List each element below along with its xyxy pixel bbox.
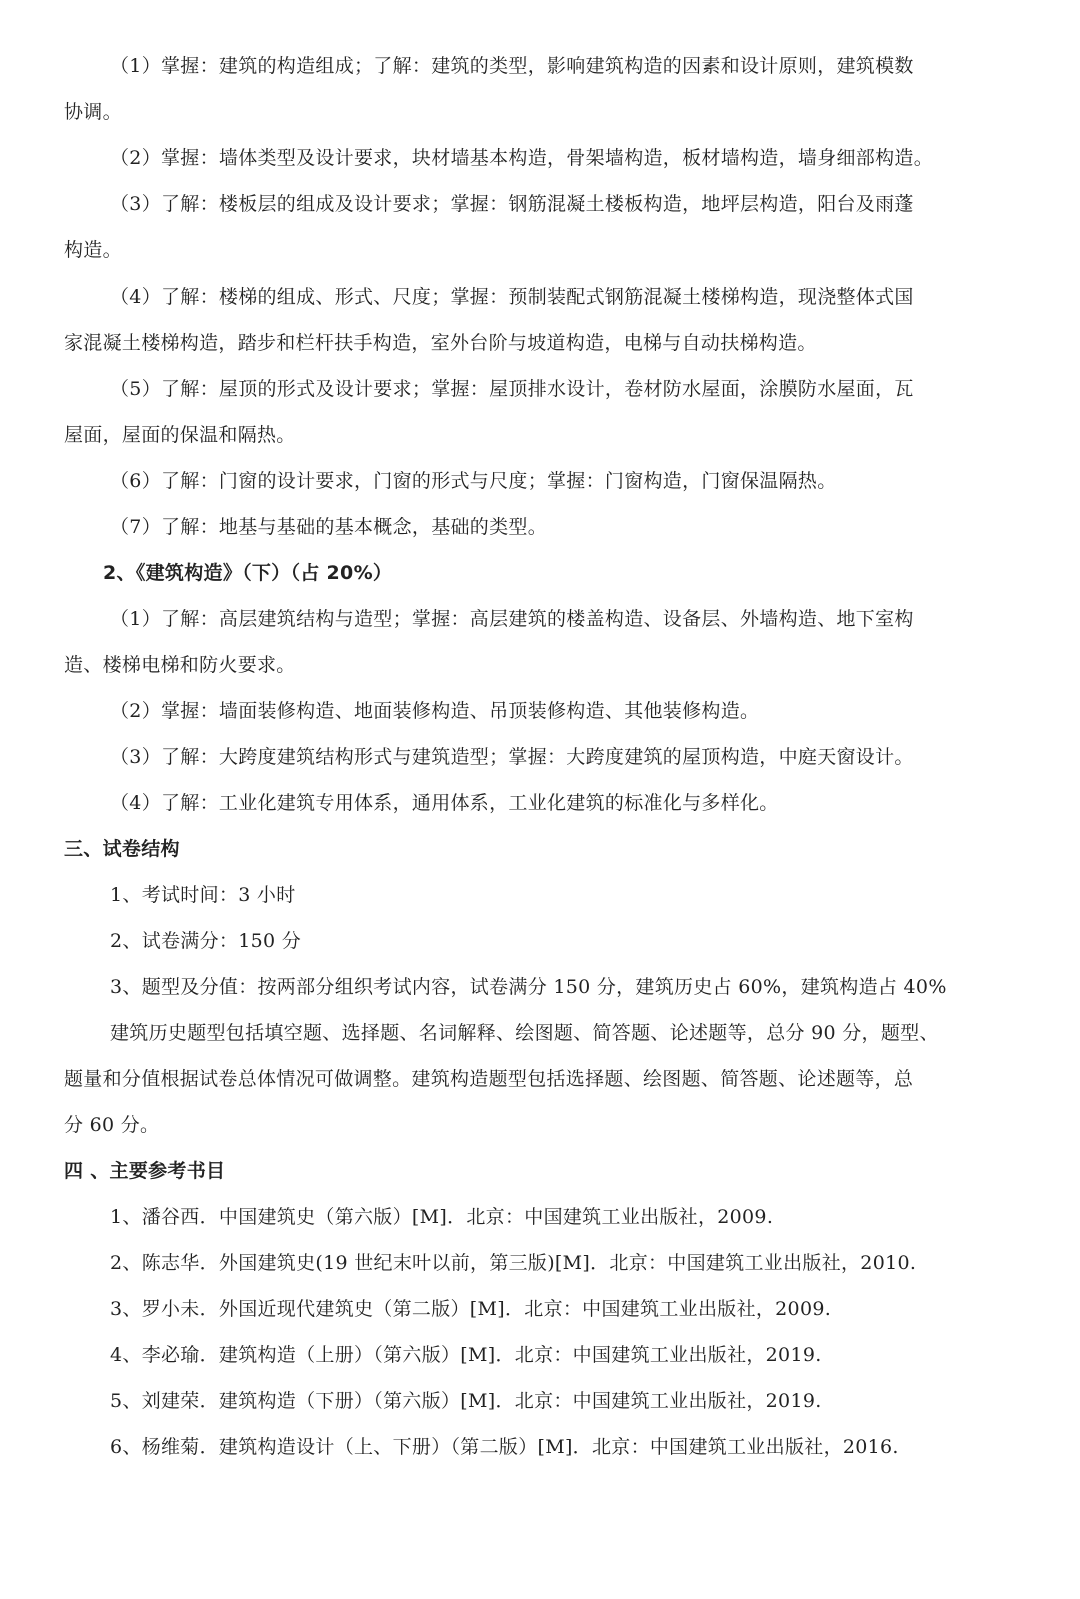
exam-structure-heading: 三、试卷结构 [64,838,180,860]
exam-structure-detail-line-1: 建筑历史题型包括填空题、选择题、名词解释、绘图题、简答题、论述题等，总分 90 分，题型、 [110,1022,939,1044]
references-heading: 四 、主要参考书目 [64,1160,226,1182]
construction-lower-item-3-line1: （3）了解：大跨度建筑结构形式与建筑造型；掌握：大跨度建筑的屋顶构造，中庭天窗设计。 [110,746,914,768]
construction-upper-item-5-line1: （5）了解：屋顶的形式及设计要求；掌握：屋顶排水设计，卷材防水屋面，涂膜防水屋面，瓦 [110,378,914,400]
exam-structure-item-3: 3、题型及分值：按两部分组织考试内容，试卷满分 150 分，建筑历史占 60%，建筑构造占 40% [110,976,947,998]
construction-upper-item-2-line1: （2）掌握：墙体类型及设计要求，块材墙基本构造，骨架墙构造，板材墙构造，墙身细部构造。 [110,147,933,169]
exam-structure-detail-line-3: 分 60 分。 [64,1114,160,1136]
construction-upper-item-3-line1: （3）了解：楼板层的组成及设计要求；掌握：钢筋混凝土楼板构造，地坪层构造，阳台及雨蓬 [110,193,914,215]
construction-upper-item-1-line2: 协调。 [64,101,122,123]
construction-upper-item-4-line1: （4）了解：楼梯的组成、形式、尺度；掌握：预制装配式钢筋混凝土楼梯构造，现浇整体式国 [110,286,914,308]
exam-structure-detail-line-2: 题量和分值根据试卷总体情况可做调整。建筑构造题型包括选择题、绘图题、简答题、论述题等，总 [64,1068,914,1090]
reference-item-4: 4、李必瑜．建筑构造（上册）（第六版）[M]．北京：中国建筑工业出版社，2019. [110,1344,822,1366]
reference-item-2: 2、陈志华．外国建筑史(19 世纪末叶以前，第三版)[M]．北京：中国建筑工业出版社，2010. [110,1252,917,1274]
reference-item-1: 1、潘谷西．中国建筑史（第六版）[M]．北京：中国建筑工业出版社，2009. [110,1206,774,1228]
construction-lower-item-1-line2: 造、楼梯电梯和防火要求。 [64,654,296,676]
reference-item-3: 3、罗小未．外国近现代建筑史（第二版）[M]．北京：中国建筑工业出版社，2009. [110,1298,832,1320]
construction-lower-heading: 2、《建筑构造》（下）（占 20%） [103,562,393,584]
construction-lower-item-4-line1: （4）了解：工业化建筑专用体系，通用体系，工业化建筑的标准化与多样化。 [110,792,779,814]
construction-lower-item-1-line1: （1）了解：高层建筑结构与造型；掌握：高层建筑的楼盖构造、设备层、外墙构造、地下室构 [110,608,914,630]
construction-lower-item-2-line1: （2）掌握：墙面装修构造、地面装修构造、吊顶装修构造、其他装修构造。 [110,700,760,722]
construction-upper-item-7-line1: （7）了解：地基与基础的基本概念，基础的类型。 [110,516,547,538]
construction-upper-item-3-line2: 构造。 [64,239,122,261]
construction-upper-item-4-line2: 家混凝土楼梯构造，踏步和栏杆扶手构造，室外台阶与坡道构造，电梯与自动扶梯构造。 [64,332,817,354]
reference-item-5: 5、刘建荣．建筑构造（下册）（第六版）[M]．北京：中国建筑工业出版社，2019. [110,1390,822,1412]
exam-structure-item-2: 2、试卷满分：150 分 [110,930,301,952]
construction-upper-item-6-line1: （6）了解：门窗的设计要求，门窗的形式与尺度；掌握：门窗构造，门窗保温隔热。 [110,470,837,492]
exam-structure-item-1: 1、考试时间：3 小时 [110,884,296,906]
construction-upper-item-5-line2: 屋面，屋面的保温和隔热。 [64,424,296,446]
reference-item-6: 6、杨维菊．建筑构造设计（上、下册）（第二版）[M]．北京：中国建筑工业出版社，2016. [110,1436,899,1458]
construction-upper-item-1-line1: （1）掌握：建筑的构造组成；了解：建筑的类型，影响建筑构造的因素和设计原则，建筑模数 [110,55,914,77]
